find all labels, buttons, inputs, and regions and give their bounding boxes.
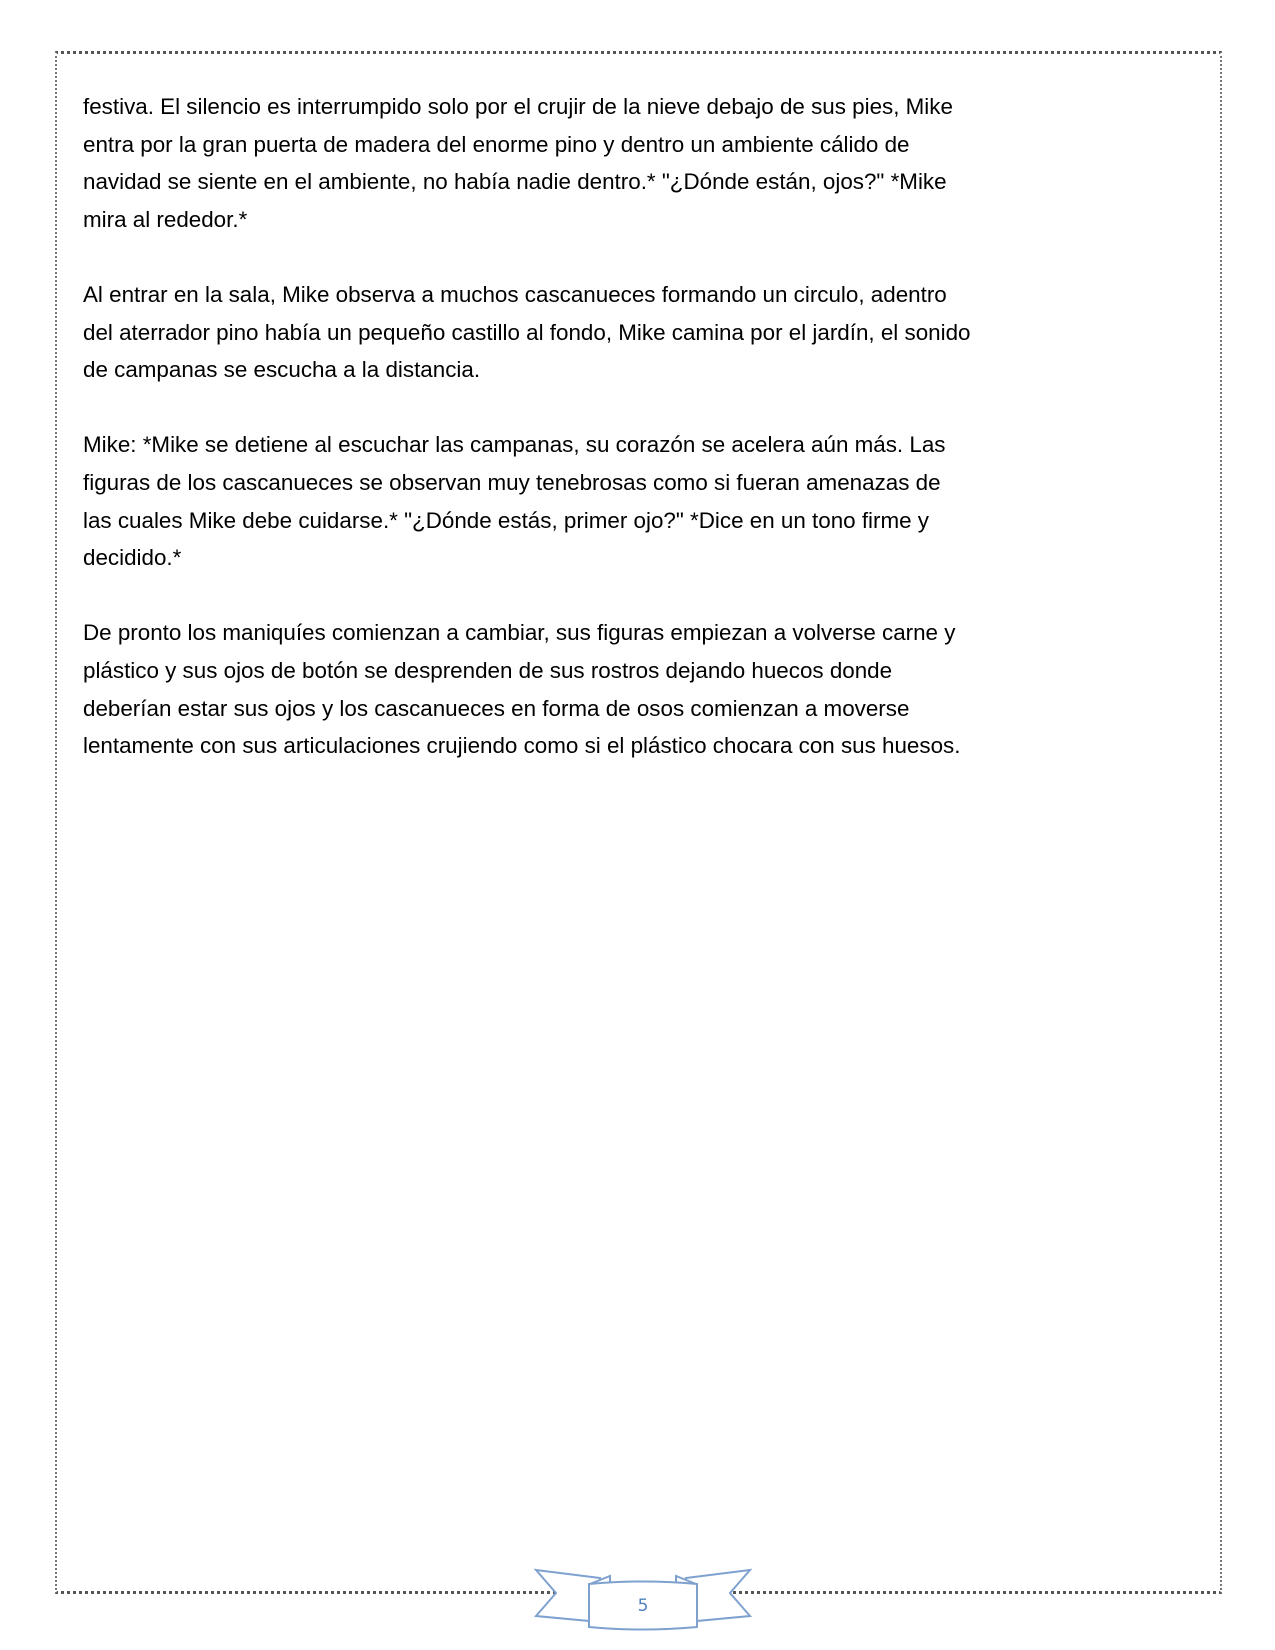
text-line: de campanas se escucha a la distancia. bbox=[83, 357, 481, 383]
paragraph-3 bbox=[83, 426, 1203, 576]
text-line: Mike: *Mike se detiene al escuchar las campanas, su corazón se acelera aún más. Las bbox=[83, 432, 946, 458]
text-line: navidad se siente en el ambiente, no había nadie dentro.* "¿Dónde están, ojos?" *Mike bbox=[83, 169, 947, 195]
text-line: Al entrar en la sala, Mike observa a muchos cascanueces formando un circulo, adentro bbox=[83, 281, 947, 307]
document-body bbox=[83, 88, 1203, 802]
text-line: De pronto los maniquíes comienzan a cambiar, sus figuras empiezan a volverse carne y bbox=[83, 620, 956, 646]
text-line: plástico y sus ojos de botón se desprenden de sus rostros dejando huecos donde bbox=[83, 657, 893, 683]
text-line: lentamente con sus articulaciones crujiendo como si el plástico chocara con sus huesos. bbox=[83, 733, 961, 759]
text-line: mira al rededor.* bbox=[83, 206, 248, 232]
text-line: del aterrador pino había un pequeño castillo al fondo, Mike camina por el jardín, el sonido bbox=[83, 319, 971, 345]
text-line: decidido.* bbox=[83, 545, 182, 571]
text-line: las cuales Mike debe cuidarse.* "¿Dónde estás, primer ojo?" *Dice en un tono firme y bbox=[83, 507, 930, 533]
text-line: deberían estar sus ojos y los cascanueces en forma de osos comienzan a moverse bbox=[83, 695, 910, 721]
text-line: figuras de los cascanueces se observan muy tenebrosas como si fueran amenazas de bbox=[83, 469, 941, 495]
page-number: 5 bbox=[637, 1596, 649, 1616]
paragraph-4 bbox=[83, 614, 1203, 764]
paragraph-1 bbox=[83, 88, 1203, 238]
text-line: festiva. El silencio es interrumpido solo por el crujir de la nieve debajo de sus pies, Mike bbox=[83, 94, 953, 119]
text-line: entra por la gran puerta de madera del enorme pino y dentro un ambiente cálido de bbox=[83, 131, 910, 157]
page-number-ribbon bbox=[530, 1566, 756, 1632]
paragraph-2 bbox=[83, 276, 1203, 389]
